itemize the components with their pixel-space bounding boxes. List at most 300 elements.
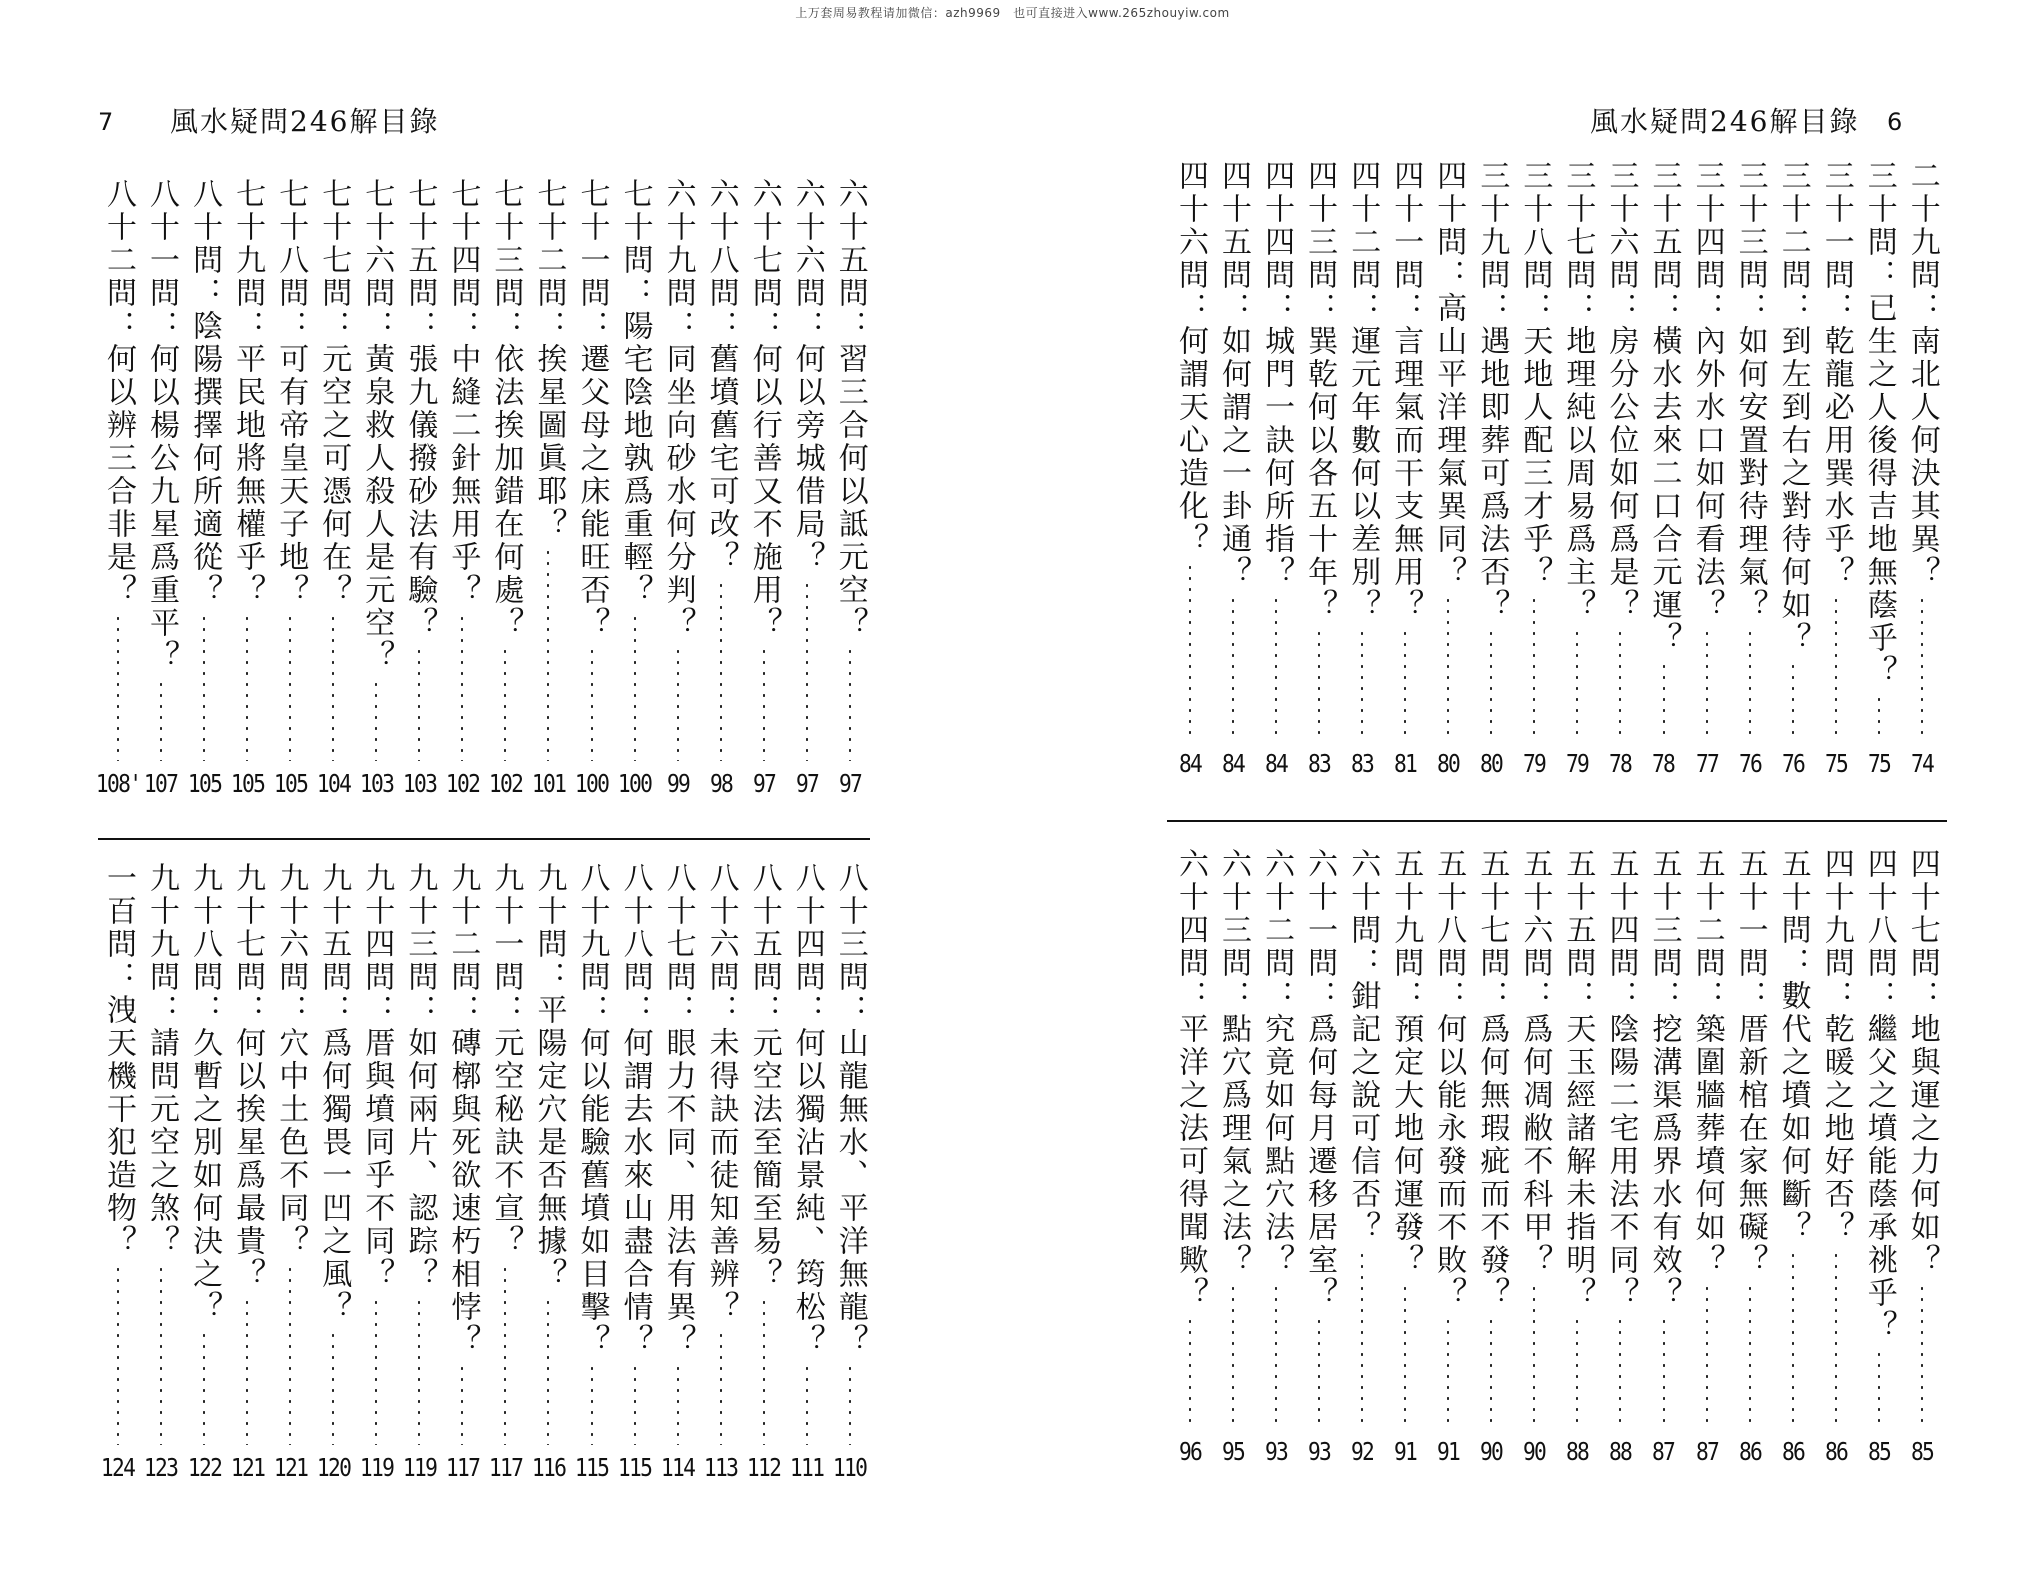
leader-dots	[1835, 1250, 1837, 1429]
top-banner: 上万套周易教程请加微信：azh9969 也可直接进入www.265zhouyiw.com	[795, 6, 1230, 20]
toc-entry-page: 93	[1308, 1437, 1331, 1466]
leader-dots	[1447, 1316, 1449, 1429]
toc-entry	[1514, 160, 1554, 778]
toc-entry-page: 80	[1480, 749, 1503, 778]
toc-entry-page: 111	[790, 1453, 824, 1482]
toc-entry-title: 八十九問：何以能驗舊墳如目擊？	[574, 862, 610, 1357]
toc-entry-page: 79	[1523, 749, 1546, 778]
leader-dots	[246, 1297, 248, 1445]
toc-entry-page: 117	[445, 1453, 480, 1482]
toc-entry-page: 123	[144, 1453, 178, 1482]
toc-entry	[141, 862, 181, 1482]
leader-dots	[504, 646, 506, 761]
toc-entry-page: 99	[666, 769, 689, 798]
toc-entry	[399, 862, 439, 1482]
toc-entry-title: 七十九問：平民地將無權乎？	[230, 178, 266, 607]
toc-entry	[313, 178, 353, 798]
toc-entry-page: 102	[488, 769, 523, 798]
toc-entry-title: 九十四問：厝與墳同乎不同？	[359, 862, 395, 1291]
leader-dots	[547, 1297, 549, 1445]
leader-dots	[763, 1297, 765, 1445]
toc-entry-title: 七十問：陽宅陰地孰爲重輕？	[617, 178, 653, 607]
toc-entry-title: 六十三問：點穴爲理氣之法？	[1216, 848, 1252, 1277]
leader-dots	[246, 613, 248, 761]
leader-dots	[117, 1264, 119, 1445]
toc-entry	[1902, 848, 1942, 1466]
toc-entry-page: 95	[1221, 1437, 1245, 1466]
toc-entry-page: 88	[1566, 1437, 1589, 1466]
toc-entry	[184, 862, 224, 1482]
toc-entry-page: 103	[359, 769, 393, 798]
toc-entry-title: 四十一問：言理氣而干支無用？	[1388, 160, 1424, 622]
toc-entry-page: 124	[101, 1453, 135, 1482]
toc-entry	[98, 862, 138, 1482]
toc-entry	[227, 862, 267, 1482]
leader-dots	[1576, 628, 1578, 741]
toc-entry-page: 78	[1652, 749, 1675, 778]
toc-entry-page: 84	[1264, 749, 1288, 778]
toc-entry-page: 114	[660, 1453, 695, 1482]
toc-entry-page: 93	[1264, 1437, 1288, 1466]
toc-entry	[442, 178, 482, 798]
toc-entry	[1428, 848, 1468, 1466]
toc-entry-title: 三十七問：地理純以周易爲主？	[1560, 160, 1596, 622]
toc-entry	[1773, 848, 1813, 1466]
toc-entry-title: 三十九問：遇地即葬可爲法否？	[1474, 160, 1510, 622]
toc-entry-page: 77	[1695, 749, 1718, 778]
leader-dots	[117, 613, 119, 761]
toc-entry	[1385, 160, 1425, 778]
page-header: 風水疑問246解目錄	[1590, 105, 1860, 138]
toc-entry-page: 80	[1437, 749, 1460, 778]
toc-entry	[227, 178, 267, 798]
toc-entry	[1600, 848, 1640, 1466]
leader-dots	[1749, 1283, 1751, 1429]
toc-entry-title: 四十六問：何謂天心造化？	[1173, 160, 1208, 556]
leader-dots	[160, 1264, 162, 1445]
toc-entry-page: 84	[1221, 749, 1245, 778]
leader-dots	[504, 1264, 506, 1445]
leader-dots	[1619, 1316, 1621, 1429]
leader-dots	[1361, 628, 1363, 741]
toc-entry-title: 五十四問：陰陽二宅用法不同？	[1603, 848, 1639, 1310]
toc-entry-title: 四十九問：乾暖之地好否？	[1818, 848, 1854, 1244]
toc-entry-page: 97	[752, 769, 775, 798]
toc-entry-page: 119	[402, 1453, 436, 1482]
toc-entry-page: 81	[1394, 749, 1417, 778]
leader-dots	[1706, 1283, 1708, 1429]
leader-dots	[160, 679, 162, 761]
toc-entry-title: 四十問：高山平洋理氣異同？	[1431, 160, 1467, 589]
toc-entry	[270, 862, 310, 1482]
toc-entry-title: 一百問：洩天機干犯造物？	[101, 862, 136, 1258]
toc-entry-title: 六十六問：何以旁城借局？	[789, 178, 825, 574]
leader-dots	[677, 1363, 679, 1445]
leader-dots	[1663, 661, 1665, 741]
toc-entry	[1256, 848, 1296, 1466]
toc-entry-title: 五十八問：何以能永發而不敗？	[1431, 848, 1467, 1310]
toc-entry	[485, 862, 525, 1482]
toc-entry	[830, 178, 870, 798]
toc-entry-title: 九十七問：何以挨星爲最貴？	[230, 862, 266, 1291]
toc-entry-title: 六十九問：同坐向砂水何分判？	[660, 178, 696, 640]
toc-entry-title: 五十五問：天玉經諸解未指明？	[1560, 848, 1596, 1310]
toc-entry-page: 105	[273, 769, 307, 798]
toc-entry	[744, 862, 784, 1482]
leader-dots	[720, 1330, 722, 1445]
toc-entry-title: 六十二問：究竟如何點穴法？	[1259, 848, 1295, 1277]
toc-entry-page: 115	[574, 1453, 609, 1482]
toc-entry-page: 84	[1178, 749, 1202, 778]
toc-entry-title: 五十一問：厝新棺在家無礙？	[1732, 848, 1768, 1277]
toc-entry-title: 五十二問：築圍牆葬墳何如？	[1689, 848, 1725, 1277]
toc-entry	[744, 178, 784, 798]
toc-entry-title: 四十四問：城門一訣何所指？	[1259, 160, 1295, 589]
leader-dots	[289, 1264, 291, 1445]
toc-entry-title: 五十六問：爲何凋敝不科甲？	[1517, 848, 1553, 1277]
toc-entry-page: 120	[316, 1453, 350, 1482]
toc-entry	[1687, 848, 1727, 1466]
toc-entry-title: 四十七問：地與運之力何如？	[1904, 848, 1940, 1277]
toc-entry-page: 100	[574, 769, 609, 798]
toc-entry-page: 83	[1308, 749, 1331, 778]
toc-entry	[1170, 160, 1210, 778]
leader-dots	[677, 646, 679, 761]
leader-dots	[332, 1330, 334, 1445]
toc-entry-title: 七十六問：黃泉救人殺人是元空？	[359, 178, 395, 673]
toc-entry	[1557, 848, 1597, 1466]
leader-dots	[1576, 1316, 1578, 1429]
toc-entry-page: 85	[1910, 1437, 1933, 1466]
toc-entry-page: 87	[1652, 1437, 1675, 1466]
toc-entry	[1816, 160, 1856, 778]
leader-dots	[634, 1363, 636, 1445]
leader-dots	[418, 1297, 420, 1445]
leader-dots	[1275, 1283, 1277, 1429]
leader-dots	[332, 613, 334, 761]
toc-entry-page: 78	[1609, 749, 1632, 778]
toc-entry-page: 90	[1523, 1437, 1546, 1466]
left-page	[0, 0, 1010, 1586]
toc-entry	[1557, 160, 1597, 778]
leader-dots	[1921, 1283, 1923, 1429]
toc-entry-title: 六十五問：習三合何以詆元空？	[832, 178, 868, 640]
toc-entry-page: 115	[617, 1453, 652, 1482]
toc-entry-title: 八十一問：何以楊公九星爲重平？	[144, 178, 180, 673]
toc-top-block	[1170, 160, 1942, 778]
leader-dots	[763, 646, 765, 761]
leader-dots	[1619, 628, 1621, 741]
toc-entry	[1471, 160, 1511, 778]
toc-entry-title: 七十二問：挨星圖眞耶？	[531, 178, 567, 541]
toc-entry	[701, 862, 741, 1482]
right-page	[1012, 0, 2025, 1586]
toc-entry-page: 91	[1394, 1437, 1417, 1466]
toc-entry-title: 三十問：已生之人後得吉地無蔭乎？	[1861, 160, 1897, 688]
leader-dots	[1361, 1250, 1363, 1429]
toc-entry-page: 88	[1609, 1437, 1632, 1466]
leader-dots	[289, 613, 291, 761]
toc-entry-title: 八十四問：何以獨沾景純、筠松？	[789, 862, 825, 1357]
toc-entry	[615, 178, 655, 798]
leader-dots	[375, 679, 377, 761]
toc-entry-title: 四十二問：運元年數何以差別？	[1345, 160, 1381, 622]
toc-entry-page: 122	[187, 1453, 221, 1482]
toc-entry-page: 108'	[95, 769, 141, 798]
toc-entry-title: 六十問：鉗記之說可信否？	[1345, 848, 1381, 1244]
toc-entry	[1773, 160, 1813, 778]
toc-entry-title: 三十一問：乾龍必用巽水乎？	[1818, 160, 1854, 589]
leader-dots	[849, 1363, 851, 1445]
toc-entry	[141, 178, 181, 798]
toc-entry	[1342, 160, 1382, 778]
leader-dots	[1663, 1316, 1665, 1429]
toc-entry-title: 六十七問：何以行善又不施用？	[746, 178, 782, 640]
toc-entry	[658, 862, 698, 1482]
leader-dots	[1404, 628, 1406, 741]
toc-entry-page: 119	[359, 1453, 393, 1482]
toc-bottom-block	[98, 862, 870, 1482]
toc-entry-page: 86	[1738, 1437, 1761, 1466]
leader-dots	[418, 646, 420, 761]
toc-entry-page: 116	[531, 1453, 566, 1482]
toc-entry	[1687, 160, 1727, 778]
toc-entry-page: 86	[1781, 1437, 1804, 1466]
toc-entry	[1170, 848, 1210, 1466]
toc-entry	[1730, 160, 1770, 778]
toc-entry-title: 五十九問：預定大地何運發？	[1388, 848, 1424, 1277]
toc-entry-page: 121	[230, 1453, 264, 1482]
toc-entry-title: 九十問：平陽定穴是否無據？	[531, 862, 567, 1291]
toc-entry	[1600, 160, 1640, 778]
toc-entry-page: 76	[1781, 749, 1804, 778]
toc-entry-title: 八十二問：何以辨三合非是？	[101, 178, 136, 607]
toc-entry-page: 110	[833, 1453, 867, 1482]
toc-entry-page: 86	[1824, 1437, 1847, 1466]
toc-entry-title: 九十六問：穴中土色不同？	[273, 862, 309, 1258]
toc-entry-page: 101	[531, 769, 566, 798]
toc-entry-title: 八十問：陰陽撰擇何所適從？	[187, 178, 223, 607]
toc-entry	[356, 862, 396, 1482]
toc-entry	[1428, 160, 1468, 778]
toc-entry	[787, 862, 827, 1482]
toc-entry-title: 八十六問：未得訣而徒知善辨？	[703, 862, 739, 1324]
toc-entry	[1385, 848, 1425, 1466]
toc-entry-title: 三十四問：內外水口如何看法？	[1689, 160, 1725, 622]
leader-dots	[591, 646, 593, 761]
toc-entry-page: 97	[838, 769, 861, 798]
toc-entry-page: 121	[273, 1453, 307, 1482]
toc-entry-title: 七十七問：元空之可憑何在？	[316, 178, 352, 607]
leader-dots	[1232, 1283, 1234, 1429]
page-number: 6	[1887, 108, 1903, 136]
toc-entry-title: 三十六問：房分公位如何爲是？	[1603, 160, 1639, 622]
toc-entry	[1342, 848, 1382, 1466]
toc-entry-title: 七十八問：可有帝皇天子地？	[273, 178, 309, 607]
toc-entry-title: 七十三問：依法挨加錯在何處？	[488, 178, 524, 640]
leader-dots	[591, 1363, 593, 1445]
toc-entry-page: 79	[1566, 749, 1589, 778]
leader-dots	[634, 613, 636, 761]
leader-dots	[1490, 1316, 1492, 1429]
toc-entry-title: 九十九問：請問元空之煞？	[144, 862, 180, 1258]
toc-entry-page: 97	[795, 769, 818, 798]
toc-entry-title: 三十八問：天地人配三才乎？	[1517, 160, 1553, 589]
toc-entry	[270, 178, 310, 798]
toc-entry-title: 四十三問：巽乾何以各五十年？	[1302, 160, 1338, 622]
toc-entry	[658, 178, 698, 798]
toc-entry-page: 98	[709, 769, 732, 798]
toc-entry-page: 75	[1867, 749, 1890, 778]
toc-entry	[1730, 848, 1770, 1466]
toc-entry	[95, 178, 141, 798]
toc-top-block	[95, 178, 870, 798]
toc-entry	[701, 178, 741, 798]
toc-entry-page: 75	[1824, 749, 1847, 778]
toc-entry	[356, 178, 396, 798]
toc-entry-page: 113	[704, 1453, 738, 1482]
toc-entry	[1299, 160, 1339, 778]
toc-entry	[830, 862, 870, 1482]
leader-dots	[1533, 595, 1535, 741]
toc-entry-page: 74	[1910, 749, 1933, 778]
toc-entry	[1213, 160, 1253, 778]
toc-entry-title: 五十七問：爲何無瑕疵而不發？	[1474, 848, 1510, 1310]
toc-entry-title: 七十四問：中縫二針無用乎？	[445, 178, 481, 607]
toc-entry-page: 96	[1178, 1437, 1202, 1466]
toc-entry-page: 112	[747, 1453, 781, 1482]
toc-entry-title: 六十四問：平洋之法可得聞歟？	[1173, 848, 1208, 1310]
section-divider	[98, 838, 870, 840]
toc-entry-title: 五十三問：挖溝渠爲界水有效？	[1646, 848, 1682, 1310]
toc-entry-page: 103	[402, 769, 436, 798]
leader-dots	[1706, 628, 1708, 741]
toc-entry	[787, 178, 827, 798]
toc-entry	[528, 178, 568, 798]
toc-entry-title: 八十三問：山龍無水、平洋無龍？	[832, 862, 868, 1357]
toc-entry	[399, 178, 439, 798]
toc-entry	[1514, 848, 1554, 1466]
leader-dots	[1921, 595, 1923, 741]
toc-entry-title: 七十一問：遷父母之床能旺否？	[574, 178, 610, 640]
toc-entry	[615, 862, 655, 1482]
toc-entry-title: 三十二問：到左到右之對待何如？	[1775, 160, 1811, 655]
toc-entry-page: 102	[445, 769, 480, 798]
leader-dots	[720, 580, 722, 761]
page-header: 風水疑問246解目錄	[170, 105, 440, 138]
toc-entry	[1213, 848, 1253, 1466]
toc-entry	[1644, 160, 1684, 778]
toc-entry-title: 六十一問：爲何每月遷移居室？	[1302, 848, 1338, 1310]
leader-dots	[1447, 595, 1449, 741]
toc-entry-title: 四十五問：如何謂之一卦通？	[1216, 160, 1252, 589]
section-divider	[1167, 820, 1947, 822]
toc-entry-page: 92	[1351, 1437, 1374, 1466]
leader-dots	[1318, 1316, 1320, 1429]
toc-entry-title: 九十二問：磚槨與死欲速朽相悖？	[445, 862, 481, 1357]
leader-dots	[849, 646, 851, 761]
leader-dots	[1878, 1349, 1880, 1429]
leader-dots	[1792, 1250, 1794, 1429]
leader-dots	[461, 1363, 463, 1445]
toc-entry-title: 九十一問：元空秘訣不宣？	[488, 862, 524, 1258]
leader-dots	[1189, 1316, 1191, 1429]
toc-entry-title: 九十五問：爲何獨畏一凹之風？	[316, 862, 352, 1324]
toc-entry-title: 八十八問：何謂去水來山盡合情？	[617, 862, 653, 1357]
toc-entry	[1859, 848, 1899, 1466]
leader-dots	[1835, 595, 1837, 741]
toc-entry	[572, 178, 612, 798]
toc-entry-title: 七十五問：張九儀撥砂法有驗？	[402, 178, 438, 640]
toc-entry	[1299, 848, 1339, 1466]
toc-entry-page: 83	[1351, 749, 1374, 778]
toc-entry	[1644, 848, 1684, 1466]
toc-entry-page: 104	[316, 769, 350, 798]
toc-entry-page: 85	[1867, 1437, 1890, 1466]
toc-entry	[184, 178, 224, 798]
toc-entry-title: 八十七問：眼力不同、用法有異？	[660, 862, 696, 1357]
leader-dots	[1318, 628, 1320, 741]
leader-dots	[547, 547, 549, 761]
toc-bottom-block	[1170, 848, 1942, 1466]
toc-entry	[528, 862, 568, 1482]
toc-entry-title: 三十三問：如何安置對待理氣？	[1732, 160, 1768, 622]
leader-dots	[203, 613, 205, 761]
toc-entry	[1902, 160, 1942, 778]
leader-dots	[1490, 628, 1492, 741]
page-number: 7	[98, 108, 114, 136]
toc-entry-title: 九十三問：如何兩片、認踪？	[402, 862, 438, 1291]
toc-entry	[1471, 848, 1511, 1466]
toc-entry-title: 五十問：數代之墳如何斷？	[1775, 848, 1811, 1244]
toc-entry	[1859, 160, 1899, 778]
toc-entry-page: 100	[617, 769, 652, 798]
leader-dots	[1792, 661, 1794, 741]
toc-entry-title: 二十九問：南北人何決其異？	[1904, 160, 1940, 589]
toc-entry-title: 六十八問：舊墳舊宅可改？	[703, 178, 739, 574]
leader-dots	[203, 1330, 205, 1445]
leader-dots	[1533, 1283, 1535, 1429]
leader-dots	[1189, 562, 1191, 741]
leader-dots	[375, 1297, 377, 1445]
toc-entry-page: 105	[230, 769, 264, 798]
toc-entry	[485, 178, 525, 798]
leader-dots	[1878, 694, 1880, 741]
toc-entry	[442, 862, 482, 1482]
toc-entry-page: 91	[1437, 1437, 1460, 1466]
toc-entry-title: 八十五問：元空法至簡至易？	[746, 862, 782, 1291]
toc-entry	[313, 862, 353, 1482]
toc-entry-page: 90	[1480, 1437, 1503, 1466]
toc-entry-page: 87	[1695, 1437, 1718, 1466]
toc-entry	[1256, 160, 1296, 778]
toc-entry-title: 四十八問：繼父之墳能蔭承祧乎？	[1861, 848, 1897, 1343]
leader-dots	[461, 613, 463, 761]
toc-entry-page: 76	[1738, 749, 1761, 778]
leader-dots	[1404, 1283, 1406, 1429]
toc-entry-page: 105	[187, 769, 221, 798]
toc-entry	[572, 862, 612, 1482]
leader-dots	[806, 1363, 808, 1445]
leader-dots	[1232, 595, 1234, 741]
leader-dots	[806, 580, 808, 761]
leader-dots	[1275, 595, 1277, 741]
toc-entry	[1816, 848, 1856, 1466]
toc-entry-title: 三十五問：橫水去來二口合元運？	[1646, 160, 1682, 655]
toc-entry-title: 九十八問：久暫之別如何決之？	[187, 862, 223, 1324]
toc-entry-page: 117	[488, 1453, 523, 1482]
toc-entry-page: 107	[144, 769, 178, 798]
